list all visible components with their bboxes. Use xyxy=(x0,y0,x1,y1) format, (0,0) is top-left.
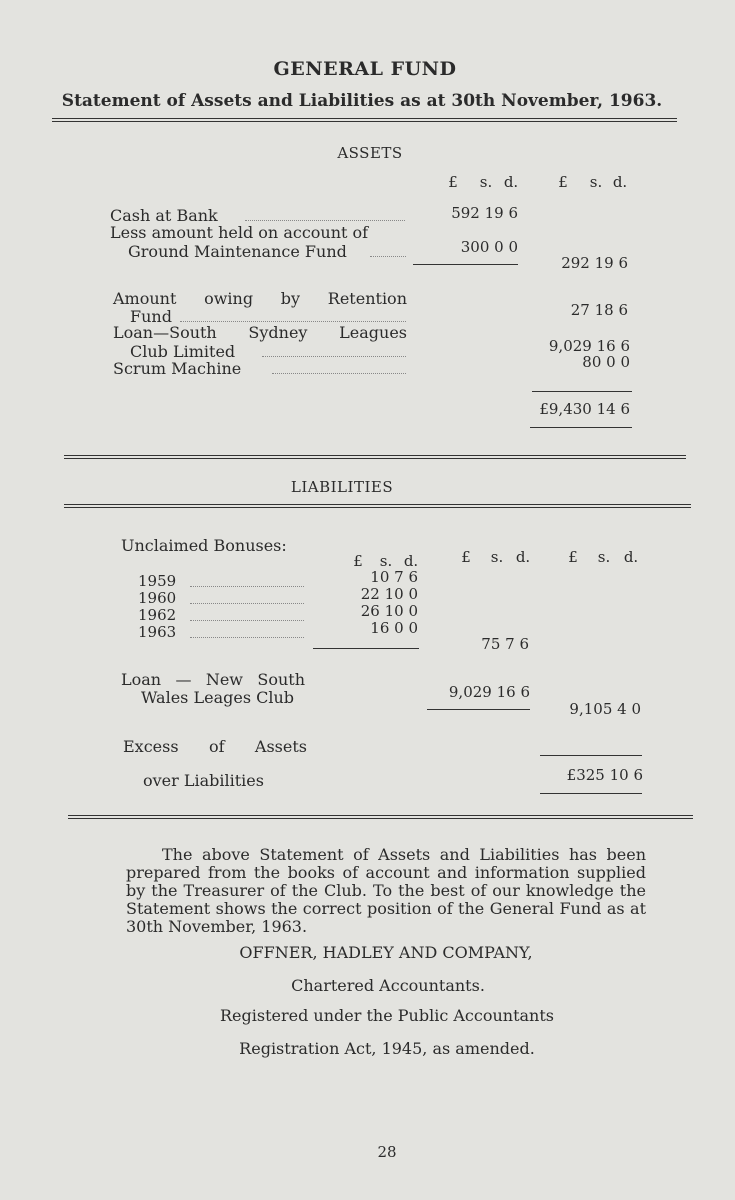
bonus-year: 1959 xyxy=(138,572,177,590)
bonuses-total: 75 7 6 xyxy=(481,635,529,653)
leader-dots xyxy=(190,603,304,604)
col-head-pence: d. xyxy=(623,548,639,566)
col-head-pence: d. xyxy=(515,548,531,566)
retention-label-line1: Amount owing by Retention xyxy=(113,289,407,308)
excess-label-line1: Excess of Assets xyxy=(123,737,307,756)
page-number: 28 xyxy=(377,1143,397,1161)
leader-dots xyxy=(262,356,406,357)
total-rule xyxy=(530,427,632,428)
registration-line2: Registration Act, 1945, as amended. xyxy=(239,1039,535,1058)
col-head-pounds: £ xyxy=(461,548,471,566)
bonus-year: 1962 xyxy=(138,606,177,624)
loan-nsw-label-line2: Wales Leages Club xyxy=(141,688,295,707)
less-amount-value: 300 0 0 xyxy=(460,238,518,256)
total-rule xyxy=(540,755,642,756)
section-rule xyxy=(64,504,691,508)
subtotal-rule xyxy=(413,264,518,265)
col-head-pounds: £ xyxy=(353,552,363,570)
liabilities-heading: LIABILITIES xyxy=(290,478,394,496)
col-head-pounds: £ xyxy=(568,548,578,566)
assets-heading: ASSETS xyxy=(337,144,403,162)
col-head-pence: d. xyxy=(503,173,519,191)
liabilities-total: 9,105 4 0 xyxy=(569,700,641,718)
subtotal-rule xyxy=(313,648,419,649)
scrum-machine-label: Scrum Machine xyxy=(113,359,242,378)
subtitle-rule xyxy=(52,118,677,122)
scrum-machine-amount: 80 0 0 xyxy=(582,353,630,371)
loan-south-sydney-amount: 9,029 16 6 xyxy=(548,337,630,355)
col-head-pounds: £ xyxy=(448,173,458,191)
total-rule xyxy=(532,391,632,392)
col-head-pounds: £ xyxy=(558,173,568,191)
cash-at-bank-label: Cash at Bank xyxy=(110,206,218,225)
retention-label-line2: Fund xyxy=(130,307,172,326)
bonus-amount: 16 0 0 xyxy=(370,619,418,637)
loan-south-sydney-label-line2: Club Limited xyxy=(130,342,236,361)
leader-dots xyxy=(180,321,406,322)
firm-name: OFFNER, HADLEY AND COMPANY, xyxy=(239,943,533,962)
total-rule xyxy=(540,793,642,794)
bonus-amount: 26 10 0 xyxy=(360,602,418,620)
col-head-shillings: s. xyxy=(589,173,603,191)
bonus-year: 1960 xyxy=(138,589,177,607)
loan-south-sydney-label-line1: Loan—South Sydney Leagues xyxy=(113,323,407,342)
statement-paragraph: The above Statement of Assets and Liabilities has been prepared from the books of account and information supplied by the Treasurer of the Club. To the best of our knowledge the Statement shows the correct position of the General Fund as at 30th November, 1963. xyxy=(126,845,646,936)
loan-nsw-label-line1: Loan — New South xyxy=(121,670,305,689)
col-head-shillings: s. xyxy=(379,552,393,570)
page-title: GENERAL FUND xyxy=(273,58,457,80)
leader-dots xyxy=(190,620,304,621)
section-rule xyxy=(64,455,686,459)
leader-dots xyxy=(190,586,304,587)
col-head-pence: d. xyxy=(403,552,419,570)
statement-subtitle: Statement of Assets and Liabilities as at 30th November, 1963. xyxy=(61,91,663,111)
subtotal-rule xyxy=(427,709,530,710)
cash-net-amount: 292 19 6 xyxy=(561,254,628,272)
section-rule xyxy=(68,815,693,819)
unclaimed-bonuses-label: Unclaimed Bonuses: xyxy=(121,536,287,555)
excess-label-line2: over Liabilities xyxy=(143,771,264,790)
registration-line1: Registered under the Public Accountants xyxy=(220,1006,554,1025)
less-amount-text: Less amount held on account of xyxy=(110,223,369,242)
leader-dots xyxy=(272,373,406,374)
less-amount-label-line2: Ground Maintenance Fund xyxy=(128,242,347,261)
leader-dots xyxy=(370,256,406,257)
bonus-amount: 10 7 6 xyxy=(370,568,418,586)
col-head-shillings: s. xyxy=(597,548,611,566)
bonus-amount: 22 10 0 xyxy=(360,585,418,603)
excess-amount: £325 10 6 xyxy=(566,766,643,784)
firm-role: Chartered Accountants. xyxy=(291,976,485,995)
loan-nsw-amount: 9,029 16 6 xyxy=(448,683,530,701)
leader-dots xyxy=(190,637,304,638)
col-head-shillings: s. xyxy=(490,548,504,566)
retention-amount: 27 18 6 xyxy=(570,301,628,319)
col-head-shillings: s. xyxy=(479,173,493,191)
leader-dots xyxy=(245,220,405,221)
assets-total: £9,430 14 6 xyxy=(539,400,630,418)
cash-at-bank-amount: 592 19 6 xyxy=(451,204,518,222)
bonus-year: 1963 xyxy=(138,623,177,641)
less-amount-label-line1 xyxy=(110,223,406,242)
col-head-pence: d. xyxy=(612,173,628,191)
